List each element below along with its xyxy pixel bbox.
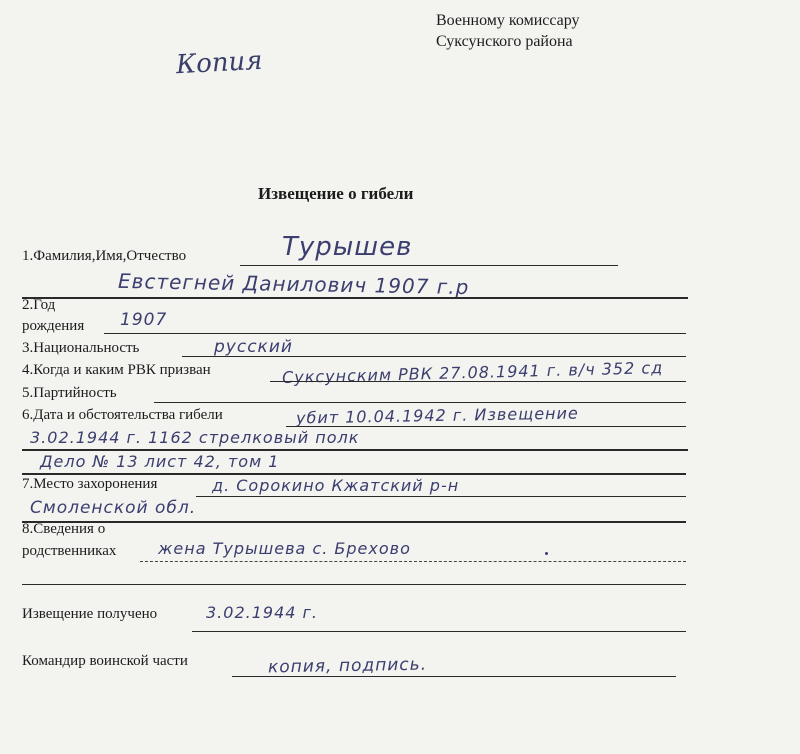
ink-dot (545, 552, 548, 555)
death-handwritten-2: 3.02.1944 г. 1162 стрелковый полк (30, 428, 360, 447)
addressee-line-2: Суксунского района (436, 33, 573, 50)
nationality-handwritten: русский (214, 337, 293, 357)
drafted-line (270, 381, 686, 382)
year-line (104, 333, 686, 334)
death-line-2 (22, 449, 688, 451)
received-handwritten: 3.02.1944 г. (206, 603, 319, 622)
surname-handwritten: Турышев (282, 232, 413, 262)
death-handwritten-3: Дело № 13 лист 42, том 1 (40, 452, 280, 471)
drafted-handwritten: Суксунским РВК 27.08.1941 г. в/ч 352 сд (281, 358, 664, 387)
party-label: 5.Партийность (22, 385, 117, 401)
burial-handwritten-1: д. Сорокино Кжатский р-н (212, 476, 460, 495)
addressee-block (436, 10, 580, 52)
name-label: 1.Фамилия,Имя,Отчество (22, 248, 187, 264)
commander-label: Командир воинской части (22, 653, 188, 669)
relatives-line-2 (22, 584, 686, 585)
burial-line-1 (196, 496, 686, 497)
drafted-label: 4.Когда и каким РВК призван (22, 362, 211, 378)
death-handwritten-1: убит 10.04.1942 г. Извещение (295, 403, 579, 428)
death-line-1 (286, 426, 686, 427)
name-line (240, 265, 618, 266)
addressee-line-1: Военному комиссару (436, 12, 580, 29)
copy-stamp-handwritten: Копия (175, 45, 264, 81)
fullname-line (22, 297, 688, 299)
relatives-label-1: 8.Сведения о (22, 521, 106, 537)
relatives-line-1 (140, 561, 686, 562)
commander-handwritten: копия, подпись. (267, 654, 428, 678)
nationality-line (182, 356, 686, 357)
burial-line-2 (22, 521, 686, 523)
relatives-handwritten: жена Турышева с. Брехово (158, 539, 411, 558)
relatives-label-2: родственниках (22, 543, 117, 559)
death-label: 6.Дата и обстоятельства гибели (22, 407, 223, 423)
year-handwritten: 1907 (120, 310, 168, 330)
year-label-2: рождения (22, 318, 85, 334)
document-title: Извещение о гибели (258, 184, 414, 203)
nationality-label: 3.Национальность (22, 340, 140, 356)
received-label: Извещение получено (22, 606, 158, 622)
year-label-1: 2.Год (22, 297, 56, 313)
fullname-handwritten: Евстегней Данилович 1907 г.р (117, 268, 470, 300)
burial-label: 7.Место захоронения (22, 476, 158, 492)
received-line (192, 631, 686, 632)
party-line (154, 402, 686, 403)
commander-line (232, 676, 676, 677)
burial-handwritten-2: Смоленской обл. (30, 498, 197, 518)
